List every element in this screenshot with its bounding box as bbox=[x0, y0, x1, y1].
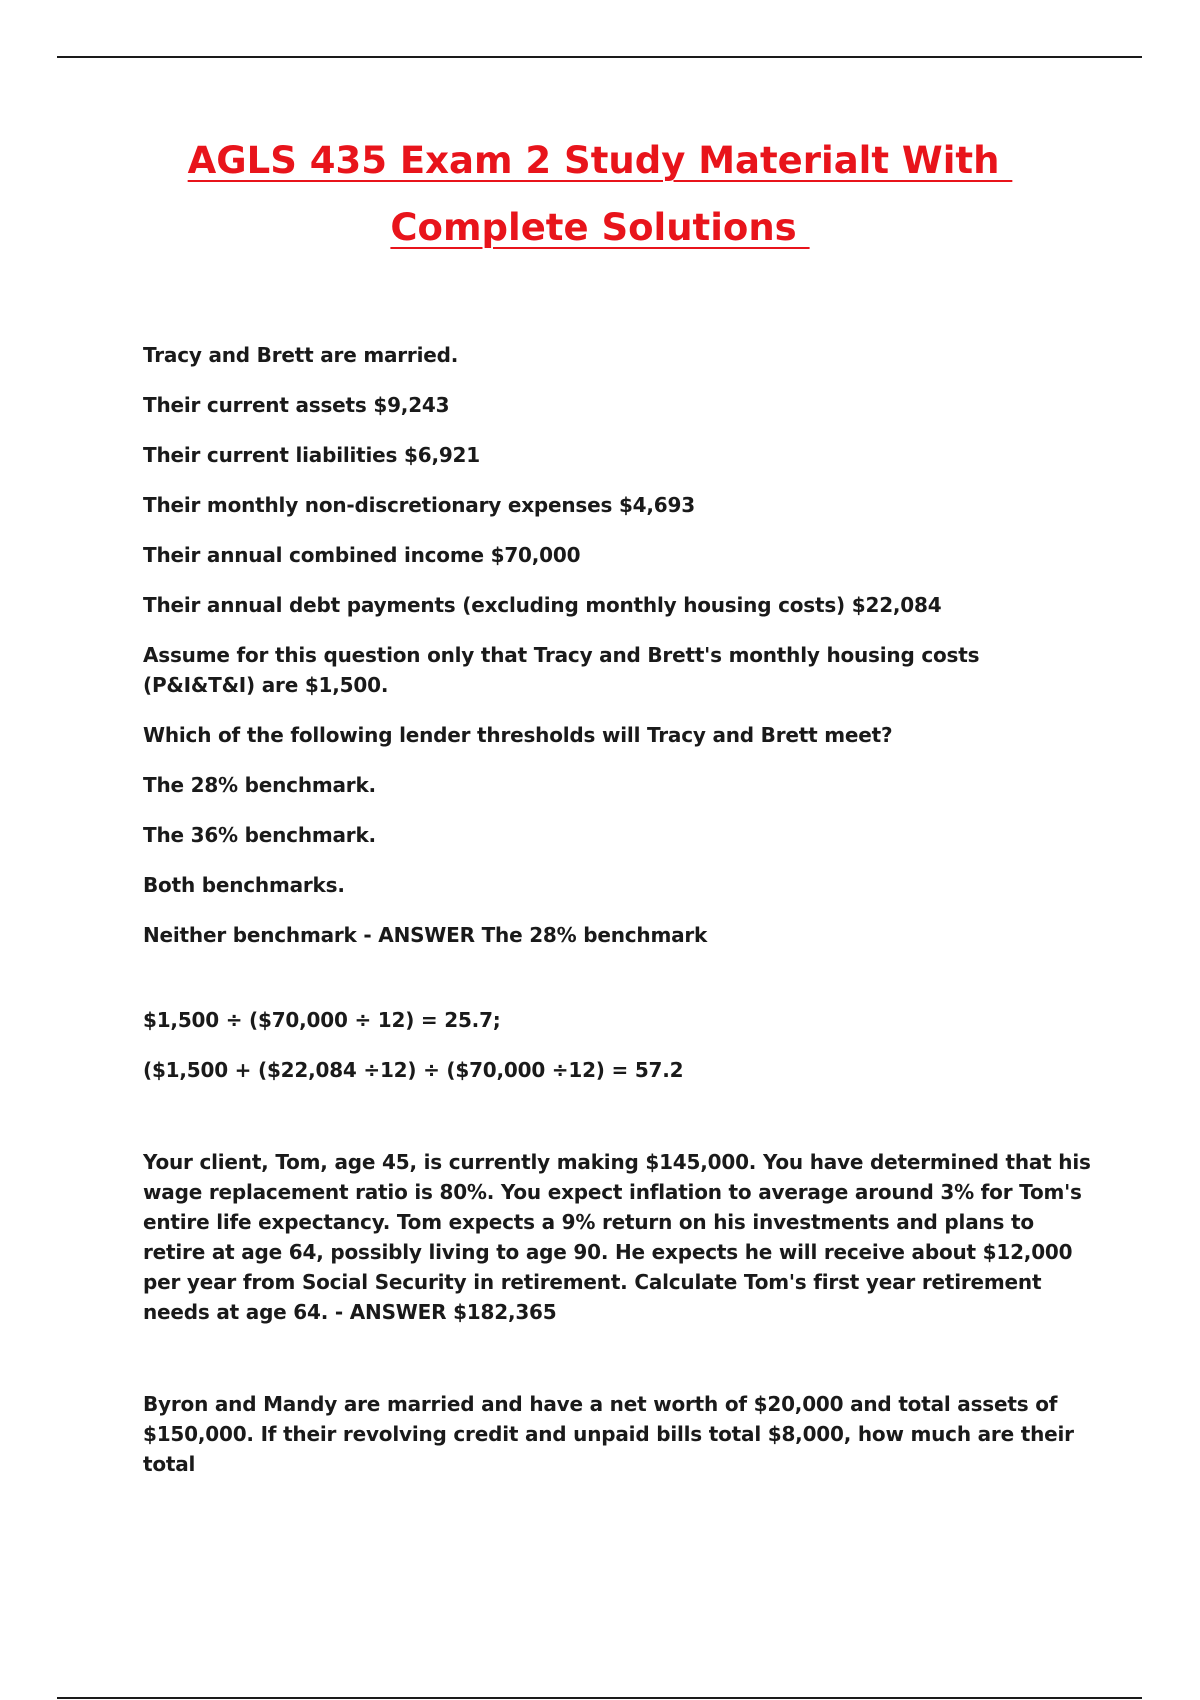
bottom-rule bbox=[57, 1697, 1142, 1699]
q1-line: Which of the following lender thresholds will Tracy and Brett meet? bbox=[143, 723, 893, 747]
q2-text: Your client, Tom, age 45, is currently making $145,000. You have determined that his wage replacement ratio is 80%. You expect inflation to average around 3% for Tom's entire life expectancy. Tom expects a 9% return on his investments and plans to retire at age 64, possibly living to age 90. He expects he will receive about $12,000 per year from Social Security in retirement. Calculate Tom's first year retirement needs at age 64. - ANSWER $182,365 bbox=[143, 1150, 1091, 1324]
q1-line: Their annual combined income $70,000 bbox=[143, 543, 581, 567]
q1-line: Their annual debt payments (excluding monthly housing costs) $22,084 bbox=[143, 593, 942, 617]
q1-line: Assume for this question only that Tracy and Brett's monthly housing costs (P&I&T&I) are $1,500. bbox=[143, 643, 980, 697]
top-rule bbox=[57, 56, 1142, 58]
q1-line: Their monthly non-discretionary expenses $4,693 bbox=[143, 493, 695, 517]
document-body bbox=[143, 340, 1098, 1499]
q3-text: Byron and Mandy are married and have a net worth of $20,000 and total assets of $150,000. If their revolving credit and unpaid bills total $8,000, how much are their total bbox=[143, 1392, 1074, 1476]
q1-calculation: ($1,500 + ($22,084 ÷12) ÷ ($70,000 ÷12) = 57.2 bbox=[143, 1058, 684, 1082]
q1-line: Their current liabilities $6,921 bbox=[143, 443, 480, 467]
q1-answer: Neither benchmark - ANSWER The 28% benchmark bbox=[143, 923, 708, 947]
q1-option: The 28% benchmark. bbox=[143, 773, 376, 797]
q1-line: Their current assets $9,243 bbox=[143, 393, 450, 417]
title-line-2: Complete Solutions bbox=[390, 206, 810, 249]
q1-option: The 36% benchmark. bbox=[143, 823, 376, 847]
document-title bbox=[0, 139, 1200, 249]
q1-line: Tracy and Brett are married. bbox=[143, 343, 459, 367]
q1-option: Both benchmarks. bbox=[143, 873, 345, 897]
q1-calculation: $1,500 ÷ ($70,000 ÷ 12) = 25.7; bbox=[143, 1008, 501, 1032]
title-line-1: AGLS 435 Exam 2 Study Materialt With bbox=[187, 139, 1013, 182]
